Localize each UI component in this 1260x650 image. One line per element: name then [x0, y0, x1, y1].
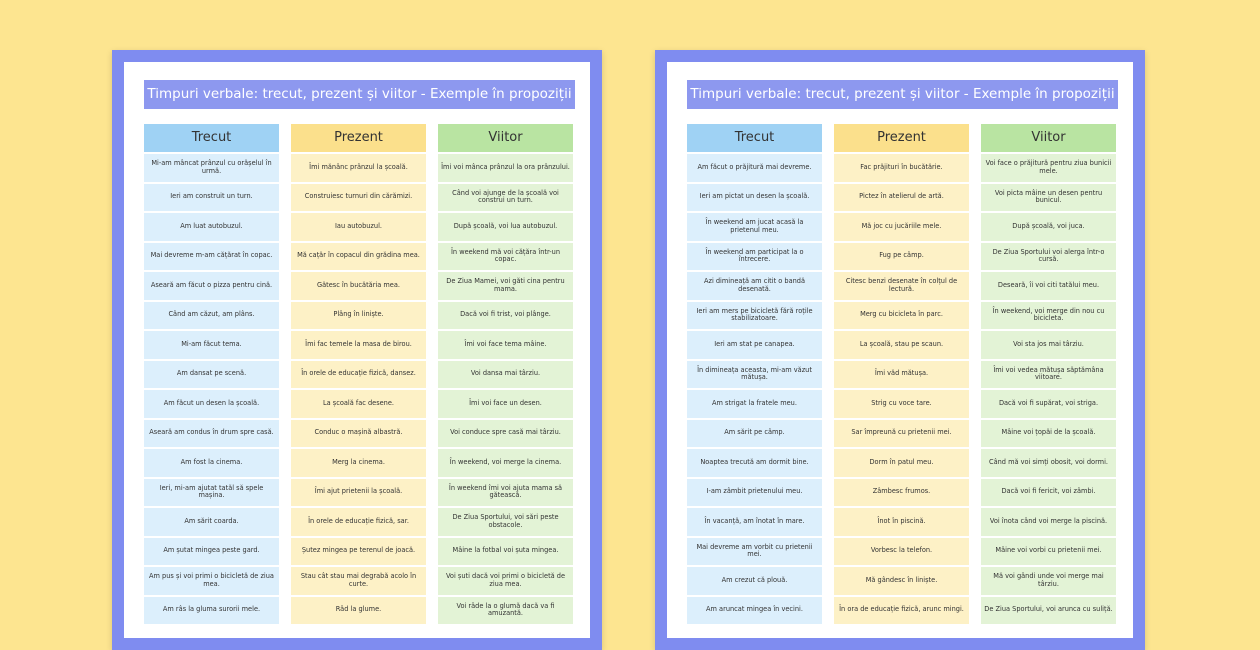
sentence-cell: Mă joc cu jucăriile mele.	[834, 213, 969, 241]
sentence-cell: Merg cu bicicleta în parc.	[834, 302, 969, 330]
sentence-cell: Ieri am mers pe bicicletă fără roțile stabilizatoare.	[687, 302, 822, 330]
sentence-cell: Voi conduce spre casă mai târziu.	[438, 420, 573, 448]
sentence-cell: Sar împreună cu prietenii mei.	[834, 420, 969, 448]
sentence-cell: Fug pe câmp.	[834, 243, 969, 271]
sentence-cell: Înot în piscină.	[834, 508, 969, 536]
sentence-cell: Azi dimineață am citit o bandă desenată.	[687, 272, 822, 300]
sentence-cell: În orele de educație fizică, dansez.	[291, 361, 426, 389]
worksheet-title: Timpuri verbale: trecut, prezent și viitor - Exemple în propoziții	[144, 80, 575, 109]
column-header: Prezent	[291, 124, 426, 152]
sentence-cell: Mă gândesc în liniște.	[834, 567, 969, 595]
sentence-cell: De Ziua Mamei, voi găti cina pentru mama.	[438, 272, 573, 300]
sentence-cell: Fac prăjituri în bucătărie.	[834, 154, 969, 182]
sentence-cell: În dimineața aceasta, mi-am văzut mătușa.	[687, 361, 822, 389]
sentence-cell: Am râs la gluma surorii mele.	[144, 597, 279, 625]
sentence-cell: Am fost la cinema.	[144, 449, 279, 477]
worksheet-title: Timpuri verbale: trecut, prezent și viitor - Exemple în propoziții	[687, 80, 1118, 109]
column-prezent	[834, 124, 969, 626]
column-header: Trecut	[144, 124, 279, 152]
sentence-cell: Construiesc turnuri din cărămizi.	[291, 184, 426, 212]
column-viitor	[438, 124, 573, 626]
sentence-cell: Când voi ajunge de la școală voi construi un turn.	[438, 184, 573, 212]
worksheet-paper	[667, 62, 1133, 638]
sentence-cell: Am șutat mingea peste gard.	[144, 538, 279, 566]
sentence-cell: Mă voi gândi unde voi merge mai târziu.	[981, 567, 1116, 595]
sentence-cell: Strig cu voce tare.	[834, 390, 969, 418]
sentence-cell: Îmi mănânc prânzul la școală.	[291, 154, 426, 182]
sentence-cell: Voi șuti dacă voi primi o bicicletă de ziua mea.	[438, 567, 573, 595]
sentence-cell: În weekend îmi voi ajuta mama să gătească.	[438, 479, 573, 507]
sentence-cell: Șutez mingea pe terenul de joacă.	[291, 538, 426, 566]
sentence-cell: Îmi voi vedea mătușa săptămâna viitoare.	[981, 361, 1116, 389]
sentence-cell: Mâine la fotbal voi șuta mingea.	[438, 538, 573, 566]
column-trecut	[687, 124, 822, 626]
sentence-cell: În weekend, voi merge la cinema.	[438, 449, 573, 477]
sentence-cell: Citesc benzi desenate în colțul de lectură.	[834, 272, 969, 300]
sentence-cell: Mâine voi vorbi cu prietenii mei.	[981, 538, 1116, 566]
sentence-cell: Am luat autobuzul.	[144, 213, 279, 241]
sentence-cell: Îmi voi face tema mâine.	[438, 331, 573, 359]
column-trecut	[144, 124, 279, 626]
sentence-cell: Am făcut un desen la școală.	[144, 390, 279, 418]
sentence-cell: Aseară am condus în drum spre casă.	[144, 420, 279, 448]
sentence-cell: De Ziua Sportului, voi sări peste obstacole.	[438, 508, 573, 536]
sentence-cell: Voi sta jos mai târziu.	[981, 331, 1116, 359]
sentence-cell: Ieri am stat pe canapea.	[687, 331, 822, 359]
sentence-cell: Mâine voi țopăi de la școală.	[981, 420, 1116, 448]
sentence-cell: Dorm în patul meu.	[834, 449, 969, 477]
sentence-cell: Plâng în liniște.	[291, 302, 426, 330]
sentence-cell: De Ziua Sportului, voi arunca cu suliță.	[981, 597, 1116, 625]
worksheet-left	[112, 50, 602, 650]
sentence-cell: Am sărit coarda.	[144, 508, 279, 536]
sentence-cell: Aseară am făcut o pizza pentru cină.	[144, 272, 279, 300]
sentence-cell: De Ziua Sportului voi alerga într-o cursă.	[981, 243, 1116, 271]
column-prezent	[291, 124, 426, 626]
sentence-cell: Iau autobuzul.	[291, 213, 426, 241]
sentence-cell: Vorbesc la telefon.	[834, 538, 969, 566]
sentence-cell: Îmi voi mânca prânzul la ora prânzului.	[438, 154, 573, 182]
sentence-cell: Pictez în atelierul de artă.	[834, 184, 969, 212]
sentence-cell: Când am căzut, am plâns.	[144, 302, 279, 330]
column-header: Viitor	[438, 124, 573, 152]
sentence-cell: Am strigat la fratele meu.	[687, 390, 822, 418]
worksheet-paper	[124, 62, 590, 638]
sentence-cell: Am sărit pe câmp.	[687, 420, 822, 448]
sentence-cell: În vacanță, am înotat în mare.	[687, 508, 822, 536]
sentence-cell: La școală, stau pe scaun.	[834, 331, 969, 359]
sentence-cell: Când mă voi simți obosit, voi dormi.	[981, 449, 1116, 477]
sentence-cell: Ieri am construit un turn.	[144, 184, 279, 212]
sentence-cell: Ieri am pictat un desen la școală.	[687, 184, 822, 212]
column-header: Viitor	[981, 124, 1116, 152]
sentence-cell: Îmi ajut prietenii la școală.	[291, 479, 426, 507]
sentence-cell: Voi râde la o glumă dacă va fi amuzantă.	[438, 597, 573, 625]
sentence-cell: În orele de educație fizică, sar.	[291, 508, 426, 536]
sentence-cell: Îmi fac temele la masa de birou.	[291, 331, 426, 359]
column-header: Trecut	[687, 124, 822, 152]
sentence-cell: Dacă voi fi trist, voi plânge.	[438, 302, 573, 330]
sentence-cell: Am pus și voi primi o bicicletă de ziua mea.	[144, 567, 279, 595]
sentence-cell: Merg la cinema.	[291, 449, 426, 477]
sentence-cell: Voi face o prăjitură pentru ziua bunicii mele.	[981, 154, 1116, 182]
sentence-cell: În ora de educație fizică, arunc mingi.	[834, 597, 969, 625]
sentence-cell: În weekend mă voi cățăra într-un copac.	[438, 243, 573, 271]
sentence-cell: Deseară, îi voi citi tatălui meu.	[981, 272, 1116, 300]
sentence-cell: Am crezut că plouă.	[687, 567, 822, 595]
sentence-cell: Zâmbesc frumos.	[834, 479, 969, 507]
sentence-cell: Râd la glume.	[291, 597, 426, 625]
sentence-cell: Mi-am mâncat prânzul cu orășelul în urmă.	[144, 154, 279, 182]
sentence-cell: Ieri, mi-am ajutat tatăl să spele mașina.	[144, 479, 279, 507]
sentence-cell: Dacă voi fi supărat, voi striga.	[981, 390, 1116, 418]
worksheet-right	[655, 50, 1145, 650]
sentence-cell: Am aruncat mingea în vecini.	[687, 597, 822, 625]
sentence-cell: Mai devreme am vorbit cu prietenii mei.	[687, 538, 822, 566]
sentence-cell: În weekend am jucat acasă la prietenul meu.	[687, 213, 822, 241]
sentence-cell: La școală fac desene.	[291, 390, 426, 418]
sentence-cell: Mi-am făcut tema.	[144, 331, 279, 359]
sentence-cell: Mă cațăr în copacul din grădina mea.	[291, 243, 426, 271]
sentence-cell: I-am zâmbit prietenului meu.	[687, 479, 822, 507]
sentence-cell: Voi înota când voi merge la piscină.	[981, 508, 1116, 536]
column-viitor	[981, 124, 1116, 626]
sentence-cell: Gătesc în bucătăria mea.	[291, 272, 426, 300]
sentence-cell: După școală, voi lua autobuzul.	[438, 213, 573, 241]
column-header: Prezent	[834, 124, 969, 152]
sentence-cell: După școală, voi juca.	[981, 213, 1116, 241]
sentence-cell: Îmi văd mătușa.	[834, 361, 969, 389]
sentence-cell: Am făcut o prăjitură mai devreme.	[687, 154, 822, 182]
sentence-cell: Noaptea trecută am dormit bine.	[687, 449, 822, 477]
sentence-cell: Stau cât stau mai degrabă acolo în curte.	[291, 567, 426, 595]
sentence-cell: Dacă voi fi fericit, voi zâmbi.	[981, 479, 1116, 507]
sentence-cell: Îmi voi face un desen.	[438, 390, 573, 418]
sentence-cell: Conduc o mașină albastră.	[291, 420, 426, 448]
sentence-cell: În weekend, voi merge din nou cu bicicleta.	[981, 302, 1116, 330]
sentence-cell: Voi dansa mai târziu.	[438, 361, 573, 389]
sentence-cell: Mai devreme m-am cățărat în copac.	[144, 243, 279, 271]
sentence-cell: În weekend am participat la o întrecere.	[687, 243, 822, 271]
sentence-cell: Voi picta mâine un desen pentru bunicul.	[981, 184, 1116, 212]
sentence-cell: Am dansat pe scenă.	[144, 361, 279, 389]
